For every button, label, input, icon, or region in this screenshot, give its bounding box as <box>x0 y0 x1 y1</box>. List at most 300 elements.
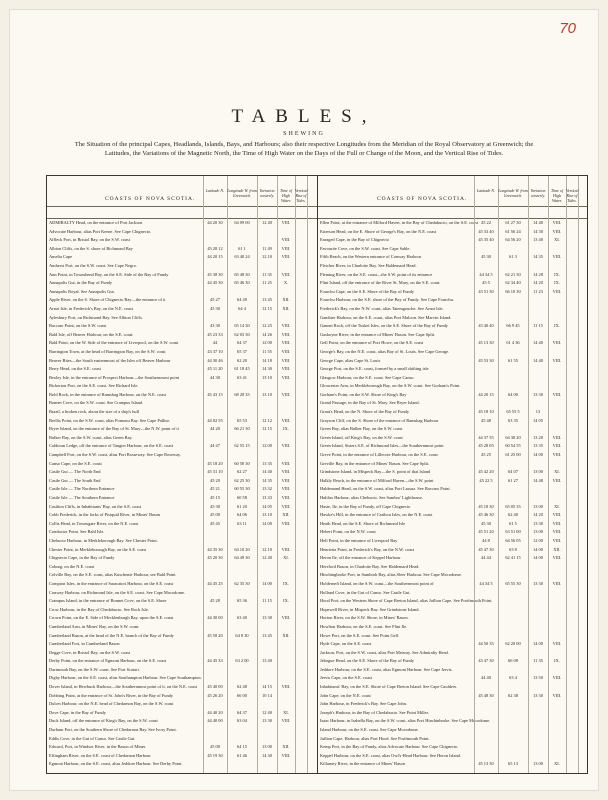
shewing-label: SHEWING <box>283 131 325 137</box>
cell-var: 13 30 <box>533 692 543 698</box>
cell-time: VIII. <box>281 374 291 380</box>
table-row <box>318 572 587 578</box>
cell-var: 14 00 <box>262 520 272 526</box>
cell-var: 13 45 <box>262 297 272 303</box>
cell-lon: 64 56 20 <box>505 237 521 243</box>
table-row <box>318 426 587 432</box>
cell-time: VIII. <box>552 228 562 234</box>
cell-lat: 43 37 10 <box>207 348 223 354</box>
table-column-divider <box>528 176 529 773</box>
cell-time: VIII. <box>281 486 291 492</box>
table-row <box>318 315 587 321</box>
document-page <box>10 10 598 790</box>
cell-lat: 45 19 30 <box>207 752 223 758</box>
place-name: Amelia Cape <box>49 254 73 260</box>
table-row <box>318 529 587 535</box>
cell-var: 14 20 <box>533 280 543 286</box>
cell-var: 13 10 <box>262 512 272 518</box>
cell-var: 12 00 <box>262 443 272 449</box>
right-rows <box>318 220 587 770</box>
cell-lon: 61 56 24 <box>505 228 521 234</box>
table-row <box>318 435 587 441</box>
place-name: Ann Point, in Townshend Bay, on the S.E. Side of the Bay of Fundy <box>49 271 169 277</box>
table-row <box>318 512 587 518</box>
cell-lat: 43 40 40 <box>478 323 494 329</box>
place-name: Jeddore Harbour, on the S.E. coast, alias Egmont Harbour. See Cape Jervis. <box>320 666 453 672</box>
cell-lat: 45 30 <box>481 520 491 526</box>
cell-lon: 65 05 35 <box>505 503 521 509</box>
cell-lat: 45 18 30 <box>478 503 494 509</box>
cell-lon: 62 34 40 <box>505 280 521 286</box>
cell-var: 11 25 <box>262 280 272 286</box>
cell-lon: 66 9 45 <box>506 323 520 329</box>
table-row <box>318 555 587 561</box>
cell-lon: 64 8 30 <box>235 632 249 638</box>
table-row <box>318 469 587 475</box>
cell-var: 13 00 <box>533 503 543 509</box>
table-row <box>318 710 587 716</box>
table-row <box>318 220 587 226</box>
place-name: Gloucester Arm, in Merkleborough Bay, on the S.W. coast. See Gorham's Point. <box>320 383 461 389</box>
place-name: John Cape, on the N.E. coast <box>320 692 371 698</box>
cell-lat: 44 8 <box>482 537 490 543</box>
cell-lon: 64 37 <box>237 340 247 346</box>
place-name: Barrington Town, at the head of Barrington Bay, on the S.W. coast <box>49 348 166 354</box>
place-name: Howlton Harbour, on the S.E. coast. See Flint Ile. <box>320 623 408 629</box>
cell-var: 13 40 <box>533 237 543 243</box>
cell-var: 12 10 <box>262 254 272 260</box>
cell-time: XI. <box>283 555 289 561</box>
cell-lat: 45 00 <box>210 744 220 750</box>
place-name: Hyde Cape, on the S.E. coast <box>320 641 372 647</box>
cell-lon: 63 51 00 <box>505 529 521 535</box>
column-subheading: Longitude W. from Greenwich. <box>498 188 528 198</box>
cell-time: VIII. <box>281 460 291 466</box>
cell-lon: 61 27 <box>508 477 518 483</box>
place-name: Castle Gut — The South End <box>49 477 101 483</box>
table-row <box>318 383 587 389</box>
place-name: Bonnet Cove, on the S.W. coast. See Crampus Island. <box>49 400 144 406</box>
place-name: Dover Island, in Hewbuck Harbour—the Southernmost point of it, on the N.E. coast <box>49 684 198 690</box>
cell-lon: 64 49 <box>237 297 247 303</box>
cell-lon: 65 53 <box>237 417 247 423</box>
table-row <box>318 615 587 621</box>
cell-var: 14 30 <box>262 366 272 372</box>
cell-time: VIII. <box>281 718 291 724</box>
cell-lon: 64 07 <box>508 469 518 475</box>
cell-var: 14 00 <box>533 546 543 552</box>
cell-lon: 65 14 30 <box>234 323 250 329</box>
place-name: Chebucto Harbour, in Merkleborough Bay. See Chester Point. <box>49 537 158 543</box>
place-name: Derby Point, on the entrance of Egmont Harbour, on the S.E. coast <box>49 658 167 664</box>
cell-lat: 45 11 20 <box>207 366 223 372</box>
cell-lat: 44 <box>212 340 218 346</box>
table-row <box>318 229 587 235</box>
cell-var: 13 30 <box>533 580 543 586</box>
cell-lon: 63 11 <box>237 520 247 526</box>
cell-var: 14 00 <box>533 452 543 458</box>
cell-var: 13 00 <box>533 529 543 535</box>
place-name: Grindstone Island, in Mispeck Bay—the S. point of that Island <box>320 469 431 475</box>
table-row <box>318 306 587 312</box>
cell-var: 13 10 <box>262 374 272 380</box>
table-row <box>318 598 587 604</box>
cell-time: IX. <box>283 426 289 432</box>
place-name: Crow Harbour, in the Bay of Chedabucto. See Rock Isle. <box>49 606 149 612</box>
place-name: Castlton Cliffs, in Inhabitants' Bay, on the S.E. coast <box>49 503 142 509</box>
place-name: Cumberland Fort, in Cumberland Bason <box>49 641 120 647</box>
cell-var: 12 25 <box>262 323 272 329</box>
cell-time: VIII. <box>552 443 562 449</box>
cell-lat: 43 30 <box>210 323 220 329</box>
coordinates-table <box>46 175 588 774</box>
cell-time: VIII. <box>552 520 562 526</box>
cell-time: XI. <box>554 503 560 509</box>
place-name: Gaskoyne River, in the entrance of Mines' Bason. See Cape Split. <box>320 331 436 337</box>
place-name: John Harbour, in Frederick's Bay. See Cape John. <box>320 701 407 707</box>
cell-lat: 45 38 30 <box>207 271 223 277</box>
place-name: Dulcet Harbour, on the N.E. head of Chedarnon Bay, on the S.W. coast <box>49 701 174 707</box>
cell-time: XII. <box>282 632 290 638</box>
cell-lon: 66 08 <box>508 658 518 664</box>
cell-lat: 44 30 <box>210 374 220 380</box>
place-name: Dobbing Point, at the entrance of St. John's River, in the Bay of Fundy <box>49 692 174 698</box>
cell-lon: 61 55 <box>508 357 518 363</box>
cell-lat: 45 53 30 <box>478 357 494 363</box>
cell-time: VIII. <box>281 615 291 621</box>
cell-lon: 60 58 <box>237 495 247 500</box>
place-name: Dartmouth Bay, on the S.W. coast. See Port Scatari. <box>49 666 140 672</box>
cell-lon: 64 15 <box>237 744 247 750</box>
cell-lat: 45 35 40 <box>478 237 494 243</box>
place-name: Conway Harbour, on Richmond Isle, on the S.E. coast. See Cape Mocodome. <box>49 589 186 595</box>
place-name: Conductor Point. See Bald Isle. <box>49 529 105 535</box>
cell-var: 14 40 <box>533 340 543 346</box>
place-name: Affleck Port, in Bristol Bay, on the S.W. coast <box>49 237 130 243</box>
cell-var: 12 40 <box>262 709 272 715</box>
cell-var: 11 55 <box>262 348 272 354</box>
place-name: Greville Bay, in the entrance of Mines' Bason. See Cape Split. <box>320 460 430 466</box>
cell-var: 14 26 <box>262 331 272 337</box>
place-name: Fourchu Harbour, on the S.E. shore of the Bay of Fundy. See Cape Fourchu. <box>320 297 454 303</box>
cell-lat: 44 45 30 <box>207 280 223 286</box>
cell-time: IX. <box>554 280 560 286</box>
cell-time: XI. <box>554 237 560 243</box>
table-row <box>318 297 587 303</box>
cell-lon: 62 20 00 <box>505 641 521 647</box>
cell-var: 13 30 <box>262 718 272 724</box>
cell-lon: 64 37 <box>237 709 247 715</box>
place-name: Cumberland Arm, in Mines' Bay, on the S.W. coast <box>49 623 139 629</box>
place-name: Isaac Harbour, in Isabella Bay, on the S.W. coast, alias Port Hinchinbroke. See Cape Mocodome. <box>320 718 491 724</box>
place-name: Hinchingbroke Port, in Sambroh Bay, alias Sleer Harbour. See Cape Mocodome. <box>320 572 462 578</box>
cell-var: 13 30 <box>533 520 543 526</box>
cell-var: 11 23 <box>533 288 543 294</box>
cell-lon: 60 55 30 <box>234 486 250 492</box>
place-name: Kemp Port, in the Bay of Fundy, alias Advocate Harbour. See Cape Chignecto. <box>320 744 459 750</box>
cell-lat: 45 33 40 <box>478 228 494 234</box>
cell-lon: 61 25 00 <box>505 452 521 458</box>
cell-var: 11 35 <box>533 658 543 664</box>
cell-var: 14 35 <box>262 477 272 483</box>
cell-lat: 45 51 20 <box>478 529 494 535</box>
cell-lat: 45 26 20 <box>207 692 223 698</box>
cell-time: XII. <box>282 512 290 518</box>
place-name: Enraged Cape, in the Bay of Chignecto <box>320 237 389 243</box>
cell-time: VIII. <box>552 391 562 397</box>
table-row <box>318 590 587 596</box>
place-name: Hebert Point, on the N.W. coast <box>320 529 376 535</box>
place-name: Gambier Harbour, on the S.E. coast, alias Port Maloon. See Marvin Island. <box>320 314 452 320</box>
cell-lat: 45 43 15 <box>207 391 223 397</box>
cell-lon: 63 8 <box>509 546 517 552</box>
place-name: Crown Point, on the E. Side of Mecklenburgh Bay, upon the S.E. coast <box>49 615 174 621</box>
table-row <box>318 486 587 492</box>
table-row <box>318 237 587 243</box>
table-row <box>318 358 587 364</box>
cell-lat: 44 40 <box>481 675 491 681</box>
place-name: Flint Island, off the entrance of the River St. Mary, on the S.E. coast <box>320 280 440 286</box>
place-name: Berry Head, on the S.E. coast <box>49 366 101 372</box>
cell-time: VIII. <box>281 469 291 475</box>
cell-time: XII. <box>553 546 561 552</box>
cell-lat: 44 02 55 <box>207 417 223 423</box>
table-column-divider <box>295 176 296 773</box>
place-name: Albion Cliffs, on the S. shore of Richmond Bay <box>49 245 133 251</box>
cell-time: VIII. <box>281 357 291 363</box>
cell-lat: 45 48 30 <box>478 692 494 698</box>
cell-time: XII. <box>282 305 290 311</box>
page-number: 70 <box>559 20 576 37</box>
cell-time: VIII. <box>552 512 562 518</box>
cell-lon: 66 21 30 <box>234 426 250 432</box>
cell-lon: 61 4 36 <box>506 340 520 346</box>
cell-lat: 45 46 30 <box>478 512 494 518</box>
table-row <box>318 521 587 527</box>
place-name: Chignecto Cape, in the Bay of Fundy <box>49 555 115 561</box>
cell-lat: 45 28 05 <box>478 443 494 449</box>
cell-lon: 60 58 30 <box>234 460 250 466</box>
cell-var: 14 30 <box>533 228 543 234</box>
column-subheading: Latitude N. <box>476 188 495 193</box>
table-row <box>318 693 587 699</box>
cell-time: XII. <box>282 297 290 303</box>
cell-lon: 63 4 <box>509 675 517 681</box>
place-name: Halifax Harbour, alias Chebucto. See Sambro' Lighthouse. <box>320 495 423 500</box>
table-column-divider <box>548 176 549 773</box>
cell-lat: 45 45 <box>210 520 220 526</box>
place-name: Howe Port, on the S.E. coast. See Point Gell. <box>320 632 400 638</box>
cell-lat: 45 20 30 <box>207 555 223 561</box>
cell-var: 12 12 <box>262 417 272 423</box>
cell-lon: 64 56 05 <box>505 537 521 543</box>
cell-lon: 61 1 <box>238 245 246 251</box>
place-name: Fourchu Cape, on the S.E. Shore of the Bay of Fundy <box>320 288 415 294</box>
cell-lat: 44 40 20 <box>207 709 223 715</box>
cell-var: 14 00 <box>533 641 543 647</box>
cell-var: 13 33 <box>262 495 272 500</box>
cell-time: VIII. <box>281 417 291 423</box>
place-name: Collis Head, in Townsgate River, on the N.E. coast <box>49 520 139 526</box>
table-row <box>318 366 587 372</box>
table-row <box>318 675 587 681</box>
cell-lon: 65 55 30 <box>505 580 521 586</box>
table-row <box>318 641 587 647</box>
cell-lon: 66 10 30 <box>505 288 521 294</box>
cell-var: 13 10 <box>262 391 272 397</box>
cell-lon: 63 35 <box>508 417 518 423</box>
cell-var: 13 00 <box>533 469 543 475</box>
place-name: Green Island, off King's Bay, on the S.W. coast <box>320 434 403 440</box>
place-name: Edward, Port, in Windsor River, in the Bason of Mines <box>49 744 146 750</box>
cell-lon: 62 27 <box>237 469 247 475</box>
place-name: Canso Cape, on the S.E. coast <box>49 460 102 466</box>
cell-var: 10 14 <box>262 692 272 698</box>
cell-lat: 45 31 10 <box>207 469 223 475</box>
table-row <box>318 246 587 252</box>
place-name: Holderneft Island, on the S.W. coast—the Southernmost point of <box>320 580 434 586</box>
cell-var: 13 00 <box>262 744 272 750</box>
cell-lon: 62 25 30 <box>234 477 250 483</box>
cell-time: VIII. <box>552 357 562 363</box>
cell-lon: 61 20 <box>237 503 247 509</box>
cell-var: 14 00 <box>533 555 543 561</box>
place-name: Hood Port, on the Western Shore of Cape Breton Island, alias Juflton Cape. See Portfmouth Point. <box>320 598 493 604</box>
cell-time: VIII. <box>281 443 291 449</box>
cell-lon: 61 3 <box>509 254 517 260</box>
table-row <box>318 744 587 750</box>
cell-lat: 44 35 30 <box>207 546 223 552</box>
cell-time: VIII. <box>552 580 562 586</box>
cell-var: 14 35 <box>533 254 543 260</box>
column-subheading: Longitude W. from Greenwich. <box>227 188 257 198</box>
cell-lon: 63 04 <box>237 718 247 724</box>
column-subheading: Variation westerly. <box>530 188 546 198</box>
place-name: Gannet Rock, off the Tusket Isles, on the S.E. Shore of the Bay of Fundy <box>320 323 448 329</box>
table-column-divider <box>578 176 579 773</box>
cell-lon: 60 54 55 <box>505 443 521 449</box>
cell-time: VIII. <box>552 675 562 681</box>
cell-time: VIII. <box>281 495 291 500</box>
cell-var: 13 30 <box>262 615 272 621</box>
table-row <box>318 667 587 673</box>
place-name: Hawke's Hill, in the entrance of Caribou Isles, on the N.E. coast <box>320 512 433 518</box>
table-column-divider <box>257 176 258 773</box>
table-row <box>318 280 587 286</box>
cell-lat: 44 37 55 <box>478 434 494 440</box>
cell-lat: 44 20 15 <box>207 254 223 260</box>
cell-time: VIII. <box>281 684 291 690</box>
place-name: Colville Bay, on the S.E. coast, alias Kuschenie Harbour, see Bald Point <box>49 572 176 578</box>
page-subtitle: The Situation of the principal Capes, Headlands, Islands, Bays, and Harbours; also their respective Longitudes from the Meridian of the Royal Observatory at Greenwich; the Latitudes, the Variations of the Magnetic North, the Time of High Water on the Days of the Full or Change of the Moon, and the Vertical Rise of Tides. <box>74 141 534 157</box>
place-name: Beaver Bites—the South easternmost of the Isles off Beaver Harbour <box>49 357 171 363</box>
table-row <box>318 650 587 656</box>
cell-time: VIII. <box>281 331 291 337</box>
cell-lat: 45 28 <box>210 598 220 604</box>
place-name: Amherst Port, on the S.W. coast. See Cape Negro. <box>49 262 138 268</box>
cell-lon: 65 13 <box>508 761 518 767</box>
cell-lat: 45 23 33 <box>207 331 223 337</box>
cell-time: VIII. <box>281 477 291 483</box>
cell-time: VIII. <box>552 254 562 260</box>
place-name: Gorham's Point, on the S.W. Shore of King's Bay <box>320 391 407 397</box>
cell-time: VIII. <box>552 477 562 483</box>
place-name: Bexley Isle, in the entrance of Prospect Harbour—the Southernmost point <box>49 374 179 380</box>
column-subheading: Time of High Water. <box>280 188 292 203</box>
cell-lat: 45 42 20 <box>478 469 494 475</box>
place-name: Brellis Point, on the S.W. coast, alias Pomonu Bay. See Cape Pallise. <box>49 417 171 423</box>
column-subheading: Time of High Water. <box>551 188 563 203</box>
cell-lat: 44 34 5 <box>479 271 493 277</box>
cell-lon: 62 41 15 <box>505 555 521 561</box>
cell-var: 13 00 <box>533 761 543 767</box>
column-subheading: Vertical Rise of Tides. <box>295 188 308 203</box>
table-row <box>318 340 587 346</box>
place-name: Halkly Beach, in the entrance of Milford Haven—the S.W. point <box>320 477 434 483</box>
right-column-heading: COASTS OF NOVA SCOTIA. <box>377 196 468 202</box>
table-row <box>318 289 587 295</box>
cell-var: 14 48 <box>533 477 543 483</box>
place-name: Hell Point, in the entrance of Liverpool Bay <box>320 537 398 543</box>
table-row <box>318 349 587 355</box>
cell-var: 13 32 <box>262 486 272 492</box>
place-name: Castle Isle — The Northern Entrance <box>49 486 115 492</box>
cell-lat: 44 45 25 <box>207 580 223 586</box>
place-name: Grayson Cliff, on the S. Shore of the entrance of Ramshag Harbour <box>320 417 439 423</box>
cell-lat: 45 27 <box>210 297 220 303</box>
place-name: Hopewell River, in Mispeck Bay. See Grindstone Island. <box>320 606 420 612</box>
cell-time: VIII. <box>281 220 291 225</box>
cell-lon: 65 46 30 <box>234 280 250 286</box>
place-name: Favourite Cove, on the S.W. coast. See Cape Sable. <box>320 245 411 251</box>
cell-time: VIII. <box>281 323 291 329</box>
cell-time: VIII. <box>552 692 562 698</box>
cell-var: 14 40 <box>262 469 272 475</box>
table-row <box>318 684 587 690</box>
table-row <box>318 495 587 501</box>
place-name: Crampus Island, in the entrance of Bonnet Cove, on the S.E. Shore <box>49 598 167 604</box>
cell-var: 14 15 <box>262 684 272 690</box>
cell-time: VIII. <box>281 245 291 251</box>
cell-lat: 45 47 30 <box>478 546 494 552</box>
cell-var: 13 40 <box>262 658 272 664</box>
table-column-divider <box>203 176 204 773</box>
place-name: Horton River, on the S.W. Shore, in Mines' Bason. <box>320 615 409 621</box>
cell-time: VIII. <box>281 546 291 552</box>
cell-time: VIII. <box>281 348 291 354</box>
table-row <box>318 624 587 630</box>
cell-lat: 44 30 00 <box>207 615 223 621</box>
table-row <box>318 478 587 484</box>
place-name: Killarney River, in the entrance of Mines' Bason <box>320 761 405 767</box>
cell-time: VIII. <box>281 237 291 243</box>
place-name: Apple River, on the S. Shore of Chignecto Bay—the entrance of it <box>49 297 166 303</box>
cell-lat: 45 30 <box>481 254 491 260</box>
cell-var: 12 15 <box>262 305 272 311</box>
cell-time: XII. <box>282 744 290 750</box>
cell-lon: 65 37 <box>237 348 247 354</box>
table-row <box>318 547 587 553</box>
place-name: Effingham River, on the S.E. coast of Chedarnon Harbour <box>49 752 151 758</box>
cell-lat: 44 40 00 <box>207 718 223 724</box>
cell-var: 13 <box>535 409 541 415</box>
table-row <box>318 701 587 707</box>
cell-time: IX. <box>554 658 560 664</box>
place-name: Green Island, Sisters S.E. of Richmond Isles—the Southernmost point <box>320 443 444 449</box>
cell-lat: 44 34 5 <box>479 580 493 586</box>
place-name: Glasgow Harbour, on the S.E. coast. See Cape Canso. <box>320 374 415 380</box>
table-column-divider <box>498 176 499 773</box>
